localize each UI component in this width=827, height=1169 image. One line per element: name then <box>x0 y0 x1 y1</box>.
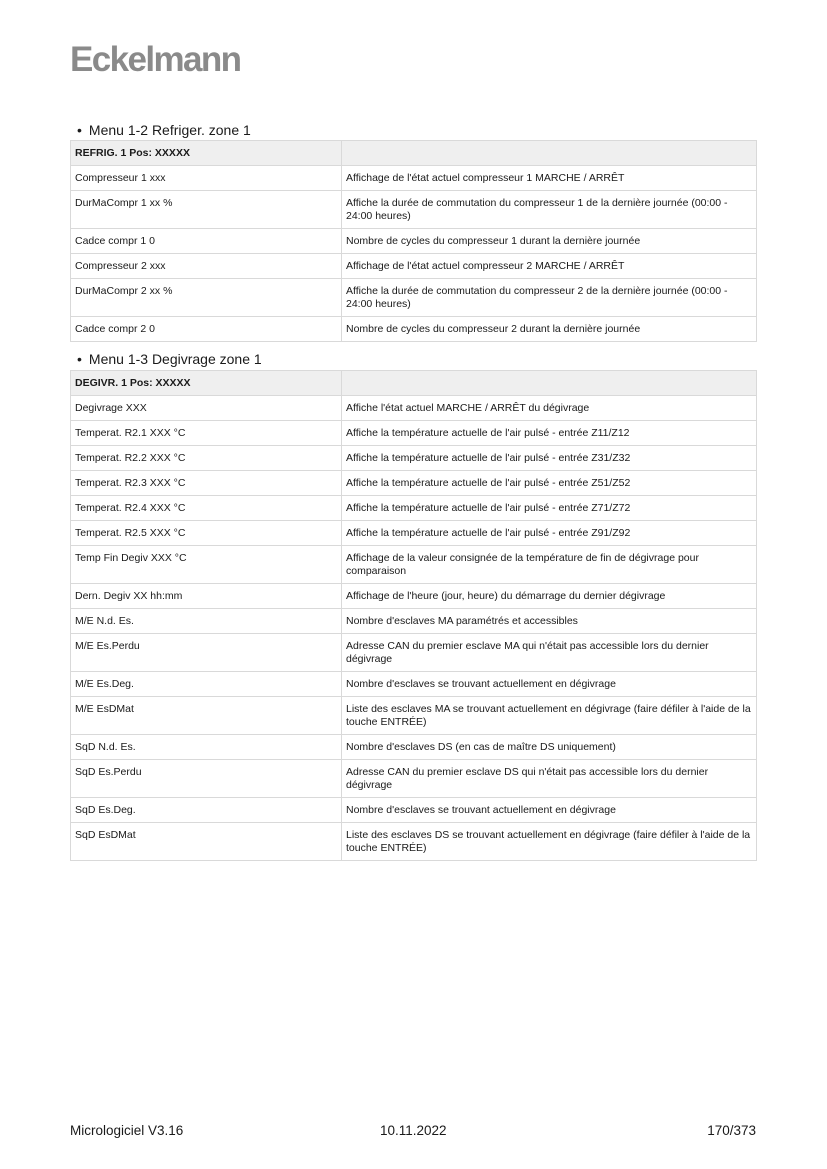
parameter-cell: Cadce compr 1 0 <box>71 229 342 254</box>
description-cell: Affiche la température actuelle de l'air pulsé - entrée Z71/Z72 <box>342 496 757 521</box>
description-cell: Affiche la durée de commutation du compresseur 2 de la dernière journée (00:00 - 24:00 heures) <box>342 279 757 317</box>
description-cell: Nombre de cycles du compresseur 1 durant la dernière journée <box>342 229 757 254</box>
bullet-icon: • <box>77 122 82 138</box>
description-cell: Affiche la durée de commutation du compresseur 1 de la dernière journée (00:00 - 24:00 heures) <box>342 191 757 229</box>
description-cell: Adresse CAN du premier esclave MA qui n'était pas accessible lors du dernier dégivrage <box>342 634 757 672</box>
description-cell: Affiche la température actuelle de l'air pulsé - entrée Z31/Z32 <box>342 446 757 471</box>
parameter-cell: Temp Fin Degiv XXX °C <box>71 546 342 584</box>
description-cell: Liste des esclaves DS se trouvant actuellement en dégivrage (faire défiler à l'aide de la touche ENTRÉE) <box>342 823 757 861</box>
description-cell: Affichage de la valeur consignée de la température de fin de dégivrage pour comparaison <box>342 546 757 584</box>
description-cell: Liste des esclaves MA se trouvant actuellement en dégivrage (faire défiler à l'aide de la touche ENTRÉE) <box>342 697 757 735</box>
section-heading-refrig <box>77 121 251 139</box>
bullet-icon: • <box>77 351 82 367</box>
table-row <box>71 609 757 634</box>
table-row <box>71 279 757 317</box>
table-row <box>71 521 757 546</box>
parameter-cell: DurMaCompr 1 xx % <box>71 191 342 229</box>
section-heading-text: Menu 1-3 Degivrage zone 1 <box>88 351 262 367</box>
description-cell: Adresse CAN du premier esclave DS qui n'était pas accessible lors du dernier dégivrage <box>342 760 757 798</box>
table-row <box>71 496 757 521</box>
table-row <box>71 254 757 279</box>
table-row <box>71 634 757 672</box>
table-header-row <box>71 371 757 396</box>
table-row <box>71 735 757 760</box>
section-heading-degivr <box>77 350 262 368</box>
footer-page-number: 170/373 <box>707 1123 756 1138</box>
parameter-cell: SqD N.d. Es. <box>71 735 342 760</box>
description-cell: Affichage de l'heure (jour, heure) du démarrage du dernier dégivrage <box>342 584 757 609</box>
table-row <box>71 760 757 798</box>
refrig-parameter-table <box>70 140 757 342</box>
description-cell: Affiche la température actuelle de l'air pulsé - entrée Z91/Z92 <box>342 521 757 546</box>
parameter-cell: M/E Es.Deg. <box>71 672 342 697</box>
description-cell: Nombre d'esclaves se trouvant actuellement en dégivrage <box>342 798 757 823</box>
parameter-cell: Compresseur 2 xxx <box>71 254 342 279</box>
parameter-cell: SqD EsDMat <box>71 823 342 861</box>
table-row <box>71 672 757 697</box>
table-row <box>71 317 757 342</box>
parameter-cell: Temperat. R2.5 XXX °C <box>71 521 342 546</box>
description-cell: Affichage de l'état actuel compresseur 2 MARCHE / ARRÊT <box>342 254 757 279</box>
parameter-cell: M/E EsDMat <box>71 697 342 735</box>
table-row <box>71 446 757 471</box>
parameter-cell: DurMaCompr 2 xx % <box>71 279 342 317</box>
description-cell: Nombre d'esclaves DS (en cas de maître DS uniquement) <box>342 735 757 760</box>
table-row <box>71 421 757 446</box>
parameter-cell: Dern. Degiv XX hh:mm <box>71 584 342 609</box>
parameter-cell: M/E Es.Perdu <box>71 634 342 672</box>
description-cell: Nombre de cycles du compresseur 2 durant la dernière journée <box>342 317 757 342</box>
description-cell: Nombre d'esclaves se trouvant actuellement en dégivrage <box>342 672 757 697</box>
parameter-cell: Degivrage XXX <box>71 396 342 421</box>
description-cell <box>342 371 757 396</box>
parameter-cell: SqD Es.Deg. <box>71 798 342 823</box>
description-cell: Affichage de l'état actuel compresseur 1 MARCHE / ARRÊT <box>342 166 757 191</box>
parameter-cell: M/E N.d. Es. <box>71 609 342 634</box>
parameter-cell: Temperat. R2.3 XXX °C <box>71 471 342 496</box>
parameter-cell: Cadce compr 2 0 <box>71 317 342 342</box>
table-header-row <box>71 141 757 166</box>
footer-software-version: Micrologiciel V3.16 <box>70 1123 184 1138</box>
table-row <box>71 584 757 609</box>
table-row <box>71 546 757 584</box>
table-row <box>71 396 757 421</box>
eckelmann-logo: Eckelmann <box>70 40 241 79</box>
parameter-cell: SqD Es.Perdu <box>71 760 342 798</box>
parameter-cell: Compresseur 1 xxx <box>71 166 342 191</box>
table-row <box>71 191 757 229</box>
degivr-parameter-table <box>70 370 757 861</box>
description-cell: Affiche la température actuelle de l'air pulsé - entrée Z51/Z52 <box>342 471 757 496</box>
table-row <box>71 697 757 735</box>
footer-date: 10.11.2022 <box>380 1123 447 1138</box>
parameter-cell: Temperat. R2.2 XXX °C <box>71 446 342 471</box>
parameter-cell: DEGIVR. 1 Pos: XXXXX <box>71 371 342 396</box>
section-heading-text: Menu 1-2 Refriger. zone 1 <box>88 122 251 138</box>
parameter-cell: Temperat. R2.1 XXX °C <box>71 421 342 446</box>
table-row <box>71 471 757 496</box>
parameter-cell: REFRIG. 1 Pos: XXXXX <box>71 141 342 166</box>
parameter-cell: Temperat. R2.4 XXX °C <box>71 496 342 521</box>
table-row <box>71 166 757 191</box>
description-cell: Affiche l'état actuel MARCHE / ARRÊT du dégivrage <box>342 396 757 421</box>
table-row <box>71 229 757 254</box>
description-cell: Nombre d'esclaves MA paramétrés et accessibles <box>342 609 757 634</box>
table-row <box>71 798 757 823</box>
description-cell <box>342 141 757 166</box>
table-row <box>71 823 757 861</box>
description-cell: Affiche la température actuelle de l'air pulsé - entrée Z11/Z12 <box>342 421 757 446</box>
